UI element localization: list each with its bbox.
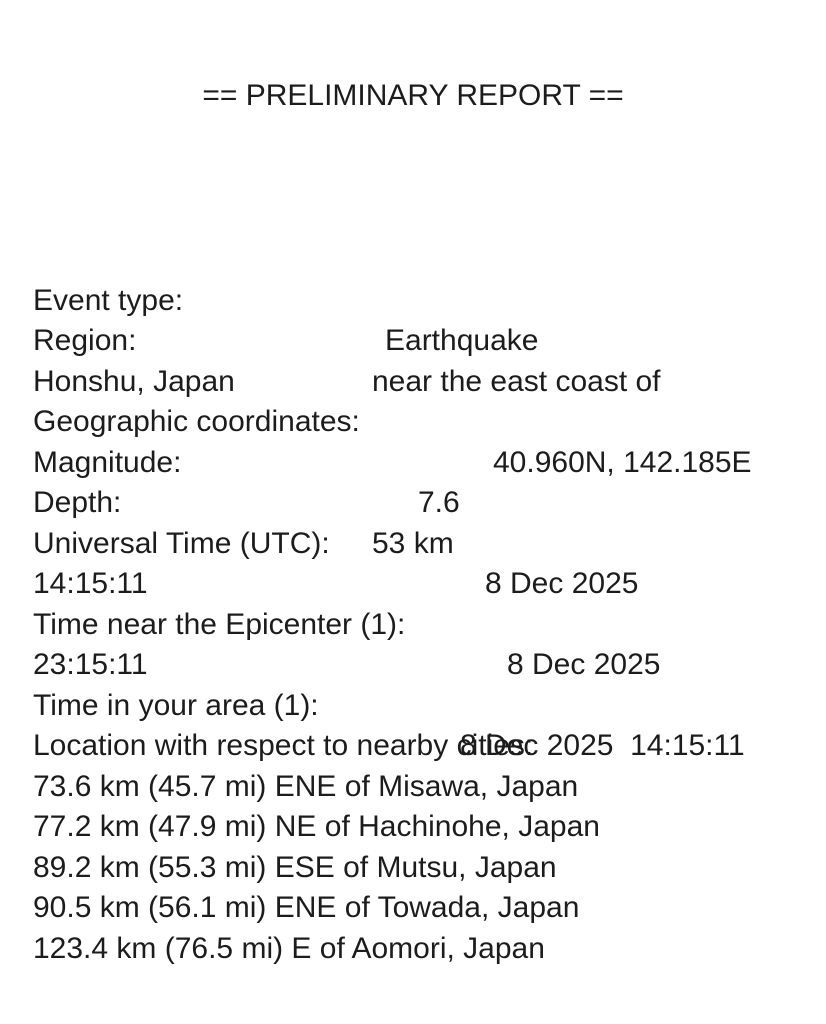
utc-time-value: 8 Dec 2025: [485, 567, 639, 600]
report-body: [33, 240, 801, 969]
event-type-value: Earthquake: [385, 324, 539, 357]
depth-value: 53 km: [372, 526, 454, 560]
magnitude-value: 7.6: [418, 486, 460, 519]
nearby-city-item: 77.2 km (47.9 mi) NE of Hachinohe, Japan: [33, 810, 600, 843]
coordinates-value: 40.960N, 142.185E: [493, 445, 752, 479]
utc-time-value-continuation: 14:15:11: [33, 567, 148, 600]
region-label: Region:: [33, 324, 137, 357]
epicenter-time-value: 8 Dec 2025: [507, 648, 661, 681]
region-value: near the east coast of: [372, 364, 661, 398]
report-title: == PRELIMINARY REPORT ==: [202, 79, 624, 112]
magnitude-label: Magnitude:: [33, 445, 182, 479]
region-value-continuation: Honshu, Japan: [33, 364, 235, 398]
nearby-city-item: 123.4 km (76.5 mi) E of Aomori, Japan: [33, 931, 545, 965]
epicenter-time-value-continuation: 23:15:11: [33, 648, 148, 681]
local-time-label: Time in your area (1):: [33, 688, 319, 722]
nearby-city-item: 73.6 km (45.7 mi) ENE of Misawa, Japan: [33, 769, 579, 803]
utc-time-label: Universal Time (UTC):: [33, 526, 330, 560]
epicenter-time-label: Time near the Epicenter (1):: [33, 607, 406, 641]
local-time-value: 8 Dec 2025 14:15:11: [460, 729, 745, 762]
coordinates-label: Geographic coordinates:: [33, 405, 360, 438]
nearby-city-item: 90.5 km (56.1 mi) ENE of Towada, Japan: [33, 891, 580, 924]
depth-label: Depth:: [33, 486, 122, 519]
event-type-label: Event type:: [33, 283, 184, 317]
nearby-city-item: 89.2 km (55.3 mi) ESE of Mutsu, Japan: [33, 850, 557, 884]
nearby-cities-heading: Location with respect to nearby cities:: [33, 729, 534, 762]
